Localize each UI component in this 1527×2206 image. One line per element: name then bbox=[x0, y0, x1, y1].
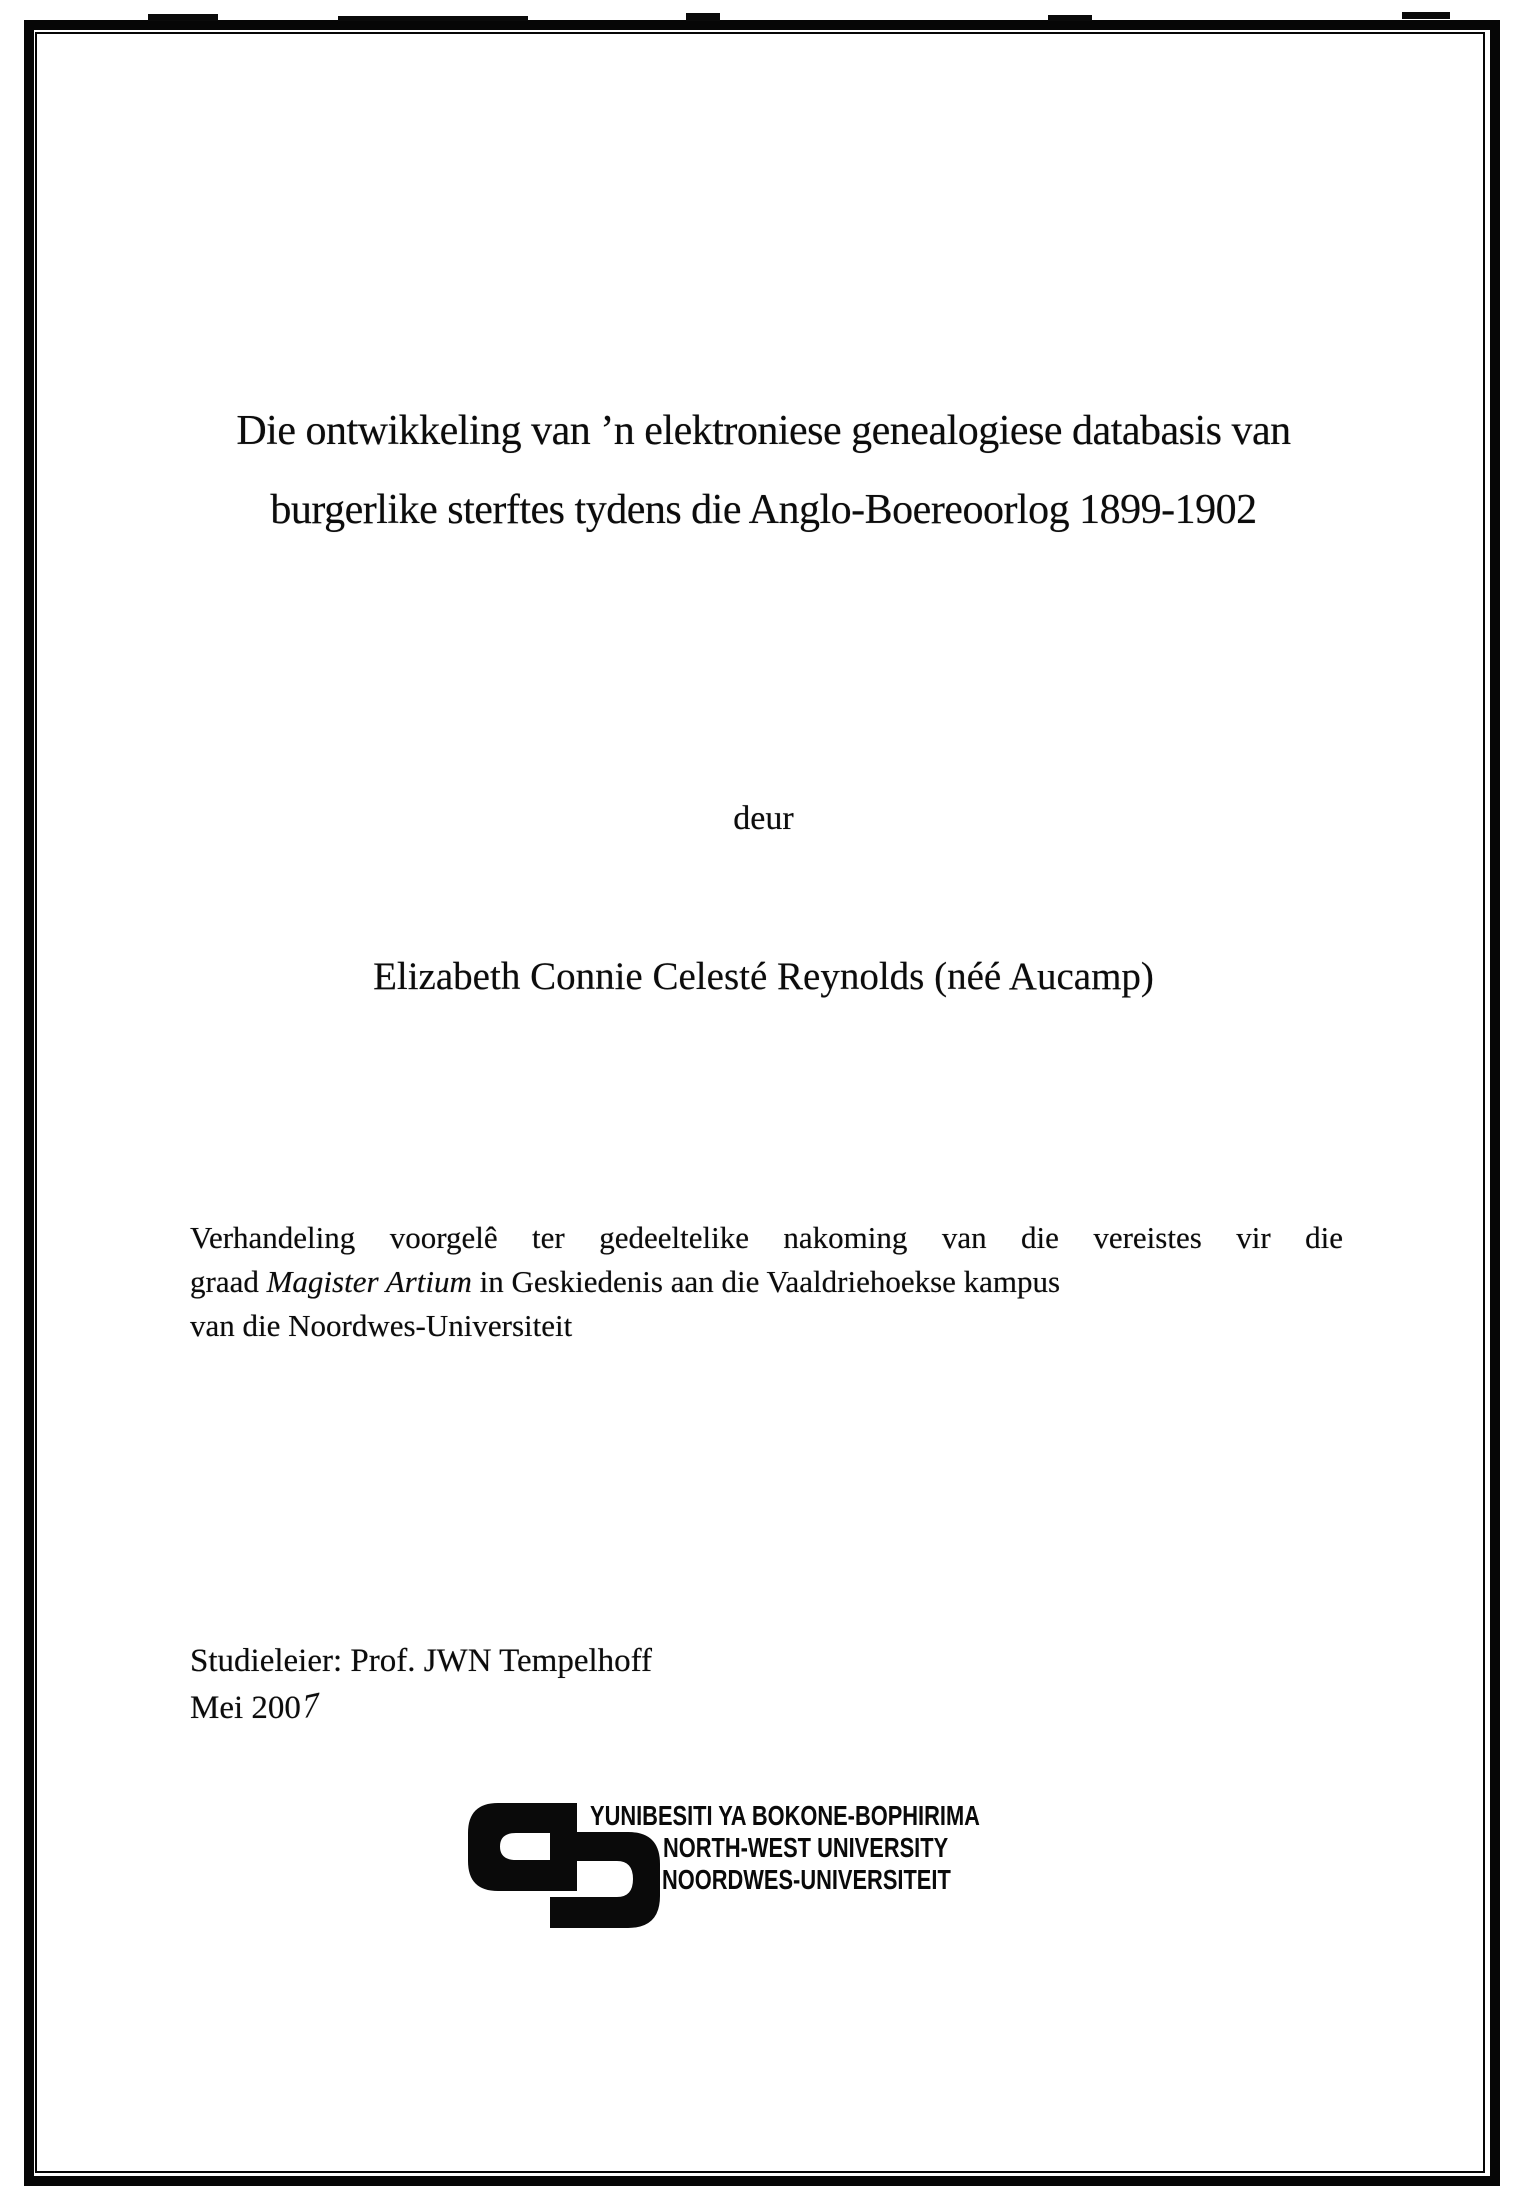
thesis-title bbox=[0, 392, 1527, 550]
date-line-text: Mei 200 bbox=[190, 1690, 301, 1726]
scan-artifact bbox=[148, 14, 218, 21]
logo-text-setswana: YUNIBESITI YA BOKONE-BOPHIRIMA bbox=[590, 1800, 980, 1831]
logo-text-afrikaans: NOORDWES-UNIVERSITEIT bbox=[662, 1864, 951, 1895]
university-logo bbox=[460, 1795, 1200, 1945]
thesis-statement-line1: Verhandeling voorgelê ter gedeeltelike nakoming van die vereistes vir die bbox=[190, 1220, 1343, 1255]
thesis-title-line2: burgerlike sterftes tydens die Anglo-Boereoorlog 1899-1902 bbox=[270, 487, 1257, 533]
scan-artifact bbox=[686, 13, 720, 21]
thesis-statement-line2 bbox=[190, 1260, 1343, 1304]
supervisor-line: Studieleier: Prof. JWN Tempelhoff bbox=[190, 1643, 653, 1679]
thesis-statement-line3: van die Noordwes-Universiteit bbox=[190, 1308, 573, 1343]
thesis-statement bbox=[190, 1216, 1343, 1348]
date-line-digit: 7 bbox=[300, 1685, 321, 1727]
statement-line2-post: in Geskiedenis aan die Vaaldriehoekse kampus bbox=[471, 1264, 1061, 1299]
author-name: Elizabeth Connie Celesté Reynolds (néé Aucamp) bbox=[373, 955, 1154, 998]
degree-name-italic: Magister Artium bbox=[266, 1264, 472, 1299]
statement-line2-pre: graad bbox=[190, 1264, 267, 1299]
thesis-title-line1: Die ontwikkeling van ’n elektroniese genealogiese databasis van bbox=[236, 408, 1291, 454]
scan-artifact bbox=[1402, 12, 1450, 19]
supervisor-block bbox=[190, 1638, 652, 1732]
byline-label: deur bbox=[733, 800, 794, 837]
date-line bbox=[190, 1685, 652, 1732]
logo-text-english: NORTH-WEST UNIVERSITY bbox=[663, 1832, 949, 1863]
scan-artifact bbox=[1048, 15, 1092, 21]
scan-artifact bbox=[338, 16, 528, 21]
